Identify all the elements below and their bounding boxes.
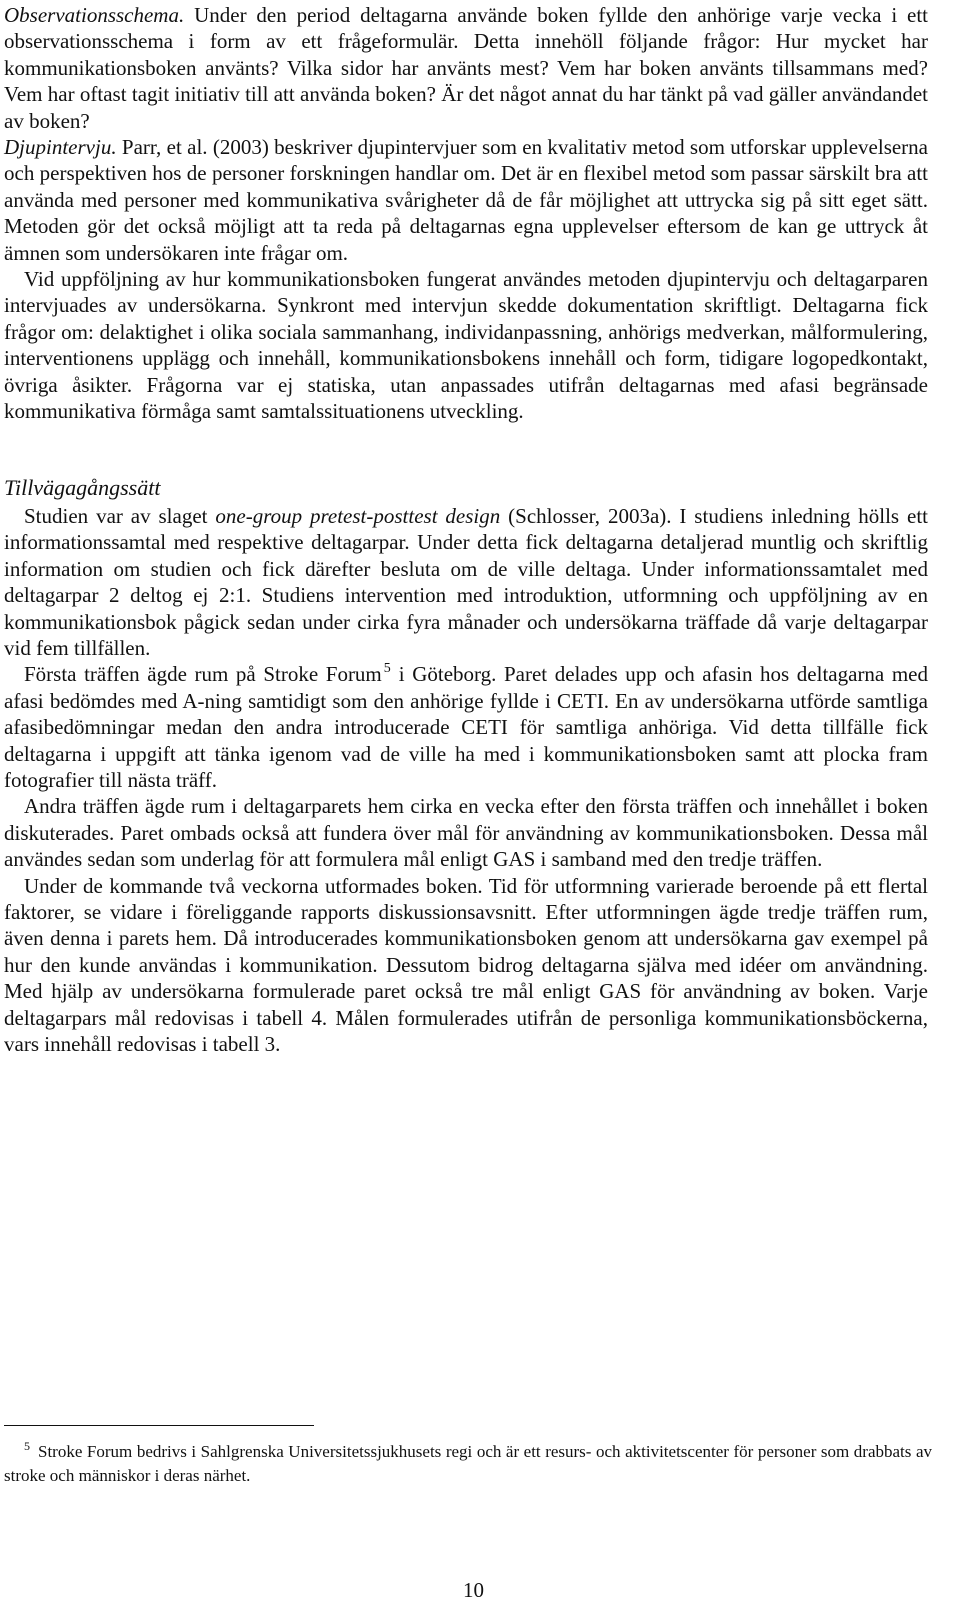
- procedure-p2-before: Första träffen ägde rum på Stroke Forum: [24, 662, 382, 687]
- footnote-text: Stroke Forum bedrivs i Sahlgrenska Universitetssjukhusets regi och är ett resurs- och aktivitetscenter för personer som drabbats av stroke och människor i deras närhet.: [4, 1442, 932, 1485]
- procedure-p1-before: Studien var av slaget: [24, 503, 216, 528]
- observation-paragraph: [4, 2, 928, 134]
- procedure-paragraph-2: [4, 661, 928, 793]
- footnote-reference: 5: [383, 661, 391, 677]
- procedure-paragraph-4: Under de kommande två veckorna utformades boken. Tid för utformning varierade beroende på ett flertal faktorer, se vidare i föreliggande rapports diskussionsavsnitt. Efter utformningen ägde tredje träffen rum, även denna i parets hem. Då introducerades kommunikationsboken genom att undersökarna gav exempel på hur den kunde användas i kommunikation. Dessutom bidrog deltagarna själva med idéer om användning. Med hjälp av undersökarna formulerade paret också tre mål enligt GAS för användning av boken. Varje deltagarpars mål redovisas i tabell 4. Målen formulerades utifrån de personliga kommunikationsböckerna, vars innehåll redovisas i tabell 3.: [4, 873, 928, 1057]
- interview-paragraph-1: [4, 134, 928, 266]
- footnote-marker: 5: [24, 1439, 30, 1453]
- body-text: [4, 2, 928, 1057]
- observation-label: Observationsschema.: [4, 3, 185, 27]
- footnote: [4, 1440, 932, 1488]
- procedure-paragraph-3: Andra träffen ägde rum i deltagarparets hem cirka en vecka efter den första träffen och innehållet i boken diskuterades. Paret ombads också att fundera över mål för användning av kommunikationsboken. Dessa mål användes sedan som underlag för att formulera mål enligt GAS i samband med den tredje träffen.: [4, 794, 928, 872]
- section-heading: Tillvägagångssätt: [4, 474, 161, 500]
- footnote-divider: [4, 1425, 314, 1426]
- interview-paragraph-2: Vid uppföljning av hur kommunikationsboken fungerat användes metoden djupintervju och deltagarparen intervjuades av undersökarna. Synkront med intervjun skedde dokumentation skriftligt. Deltagarna fick frågor om: delaktighet i olika sociala sammanhang, individanpassning, anhörigs medverkan, målformulering, interventionens upplägg och innehåll, kommunikationsbokens innehåll och form, tidigare logopedkontakt, övriga åsikter. Frågorna var ej statiska, utan anpassades utifrån deltagarnas med afasi begränsade kommunikativa förmåga samt samtalssituationens utveckling.: [4, 267, 928, 424]
- interview-text-1: Parr, et al. (2003) beskriver djupintervjuer som en kvalitativ metod som utforskar upplevelserna och perspektiven hos de personer forskningen handlar om. Det är en flexibel metod som passar särskilt bra att använda med personer med kommunikativa svårigheter då de får möjlighet att uttrycka sig på sitt eget sätt. Metoden gör det också möjligt att ta reda på deltagarnas egna upplevelser eftersom de kan ge uttryck åt ämnen som undersökaren inte frågar om.: [4, 135, 928, 265]
- page-number: 10: [463, 1578, 484, 1602]
- procedure-paragraph-1: [4, 503, 928, 661]
- interview-label: Djupintervju.: [4, 135, 117, 160]
- procedure-p2-after: i Göteborg. Paret delades upp och afasin hos deltagarna med afasi bedömdes med A-ning samtidigt som den anhörige fyllde i CETI. En av undersökarna utförde samtliga afasibedömningar medan den andra introducerade CETI för samtliga anhöriga. Vid detta tillfälle fick deltagarna i uppgift att tänka igenom vad de ville ha med i kommunikationsboken samt att plocka fram fotografier till nästa träff.: [4, 662, 929, 792]
- observation-text: Under den period deltagarna använde boken fyllde den anhörige varje vecka i ett observationsschema i form av ett frågeformulär. Detta innehöll följande frågor: Hur mycket har kommunikationsboken använts? Vilka sidor har använts mest? Vem har boken använts tillsammans med? Vem har oftast tagit initiativ till att använda boken? Är det något annat du har tänkt på vad gäller användandet av boken?: [4, 3, 928, 133]
- procedure-p1-after: (Schlosser, 2003a). I studiens inledning hölls ett informationssamtal med respektive deltagarpar. Under detta fick deltagarna detaljerad muntlig och skriftlig information om studien och fick därefter besluta om de ville deltaga. Under informationssamtalet med deltagarpar 2 deltog ej 2:1. Studiens intervention med introduktion, utformning och uppföljning av en kommunikationsbok pågick sedan under cirka fyra månader och undersökarna träffade då varje deltagarpar vid fem tillfällen.: [4, 503, 928, 660]
- study-design-term: one-group pretest-posttest design: [215, 503, 501, 528]
